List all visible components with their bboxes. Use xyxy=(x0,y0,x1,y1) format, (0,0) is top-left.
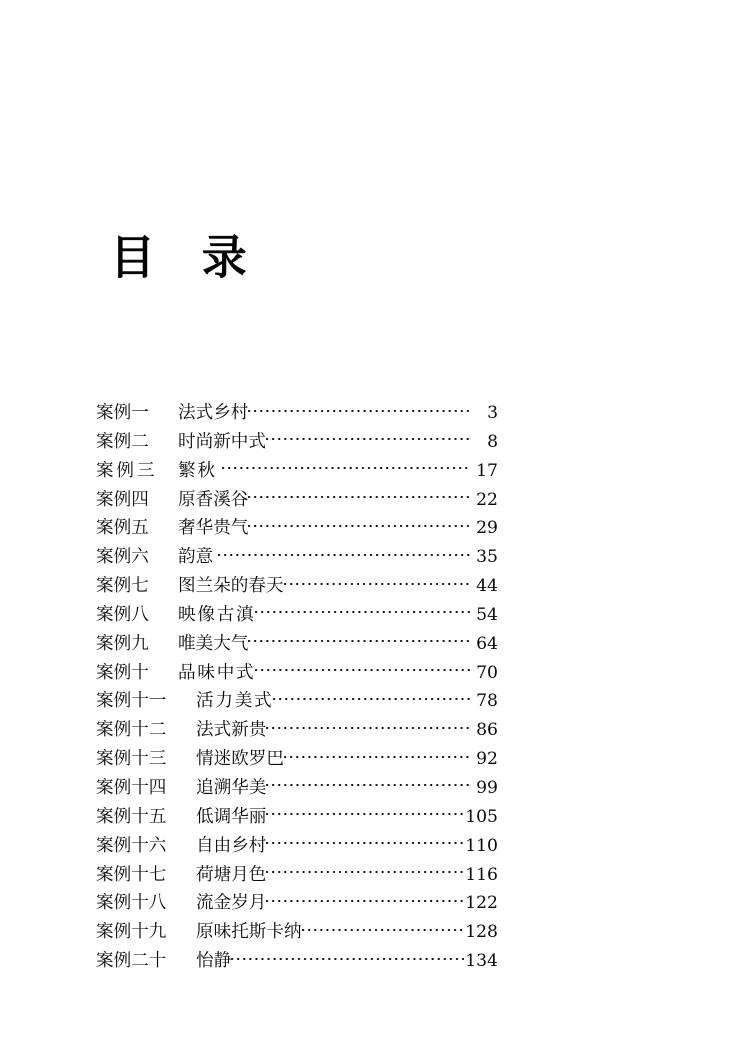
dot-leader xyxy=(248,488,471,505)
toc-entry-page-number: 8 xyxy=(487,431,498,452)
toc-entry-label: 案例十七 xyxy=(96,864,167,885)
dot-leader xyxy=(231,949,464,966)
toc-entry[interactable] xyxy=(96,920,498,949)
toc-entry-page-number: 70 xyxy=(476,662,498,683)
toc-entry-page-number: 29 xyxy=(476,518,498,539)
toc-entry-title: 图兰朵的春天 xyxy=(178,576,284,597)
toc-entry-title: 情迷欧罗巴 xyxy=(196,749,284,770)
toc-entry[interactable] xyxy=(96,632,498,661)
toc-entry-page-number: 122 xyxy=(465,893,498,914)
toc-entry-title: 荷塘月色 xyxy=(196,864,267,885)
toc-entry[interactable] xyxy=(96,516,498,545)
toc-entry-title: 唯美大气 xyxy=(178,633,249,654)
toc-entry-title: 追溯华美 xyxy=(196,777,267,798)
toc-entry[interactable] xyxy=(96,747,498,776)
toc-entry-title: 自由乡村 xyxy=(196,835,267,856)
toc-entry[interactable] xyxy=(96,488,498,517)
dot-leader xyxy=(266,430,471,447)
toc-entry-page-number: 128 xyxy=(465,922,498,943)
dot-leader xyxy=(248,401,471,418)
toc-entry-title: 原味托斯卡纳 xyxy=(196,922,302,943)
toc-entry-label: 案例二十 xyxy=(96,951,167,972)
toc-entry-label: 案例十六 xyxy=(96,835,167,856)
page-title: 目 录 xyxy=(110,229,248,286)
toc-entry-page-number: 44 xyxy=(476,576,498,597)
toc-entry-page-number: 134 xyxy=(465,951,498,972)
dot-leader xyxy=(266,834,464,851)
toc-entry[interactable] xyxy=(96,891,498,920)
toc-entry[interactable] xyxy=(96,574,498,603)
toc-entry[interactable] xyxy=(96,863,498,892)
toc-entry-title: 韵意 xyxy=(178,547,214,568)
toc-entry[interactable] xyxy=(96,459,498,488)
dot-leader xyxy=(266,863,464,880)
toc-entry-page-number: 64 xyxy=(476,633,498,654)
table-of-contents-list xyxy=(96,401,498,978)
toc-entry-label: 案例十一 xyxy=(96,691,167,712)
toc-entry-title: 流金岁月 xyxy=(196,893,267,914)
toc-entry-title: 怡静 xyxy=(196,951,232,972)
toc-entry-label: 案例一 xyxy=(96,403,149,423)
dot-leader xyxy=(248,516,471,533)
toc-entry-page-number: 17 xyxy=(476,460,498,481)
toc-entry-label: 案例五 xyxy=(96,518,149,539)
toc-entry-title: 原香溪谷 xyxy=(178,489,249,510)
toc-entry-title: 活力美式 xyxy=(196,691,274,712)
toc-entry-title: 映像古滇 xyxy=(178,604,256,625)
toc-entry-label: 案例十四 xyxy=(96,777,167,798)
toc-entry[interactable] xyxy=(96,603,498,632)
toc-entry-page-number: 99 xyxy=(476,777,498,798)
toc-entry-label: 案例十 xyxy=(96,662,149,683)
dot-leader xyxy=(284,747,471,764)
toc-entry-label: 案例七 xyxy=(96,576,149,597)
toc-entry-title: 低调华丽 xyxy=(196,806,267,827)
toc-entry-title: 繁秋 xyxy=(178,460,217,481)
toc-entry-label: 案例三 xyxy=(96,460,158,481)
toc-entry-label: 案例九 xyxy=(96,633,149,654)
toc-entry-label: 案例四 xyxy=(96,489,149,510)
toc-entry[interactable] xyxy=(96,545,498,574)
toc-entry[interactable] xyxy=(96,776,498,805)
dot-leader xyxy=(222,459,471,476)
toc-entry-label: 案例八 xyxy=(96,604,149,625)
toc-entry-page-number: 116 xyxy=(465,864,498,885)
toc-entry-label: 案例六 xyxy=(96,547,149,568)
toc-entry[interactable] xyxy=(96,401,498,430)
dot-leader xyxy=(248,632,471,649)
toc-entry-page-number: 78 xyxy=(476,691,498,712)
toc-entry-label: 案例二 xyxy=(96,431,149,452)
toc-entry[interactable] xyxy=(96,805,498,834)
dot-leader xyxy=(273,689,471,706)
toc-entry-title: 法式乡村 xyxy=(178,403,249,423)
dot-leader xyxy=(266,718,471,735)
toc-entry[interactable] xyxy=(96,834,498,863)
toc-entry-page-number: 54 xyxy=(476,604,498,625)
toc-entry-page-number: 105 xyxy=(465,806,498,827)
toc-entry[interactable] xyxy=(96,949,498,978)
dot-leader xyxy=(302,920,465,937)
toc-entry-label: 案例十三 xyxy=(96,749,167,770)
dot-leader xyxy=(255,661,471,678)
toc-entry[interactable] xyxy=(96,689,498,718)
dot-leader xyxy=(266,891,464,908)
dot-leader xyxy=(255,603,471,620)
toc-entry-label: 案例十二 xyxy=(96,720,167,741)
toc-entry-title: 奢华贵气 xyxy=(178,518,249,539)
toc-entry-page-number: 92 xyxy=(476,749,498,770)
toc-entry-title: 时尚新中式 xyxy=(178,431,266,452)
toc-entry-label: 案例十五 xyxy=(96,806,167,827)
toc-entry[interactable] xyxy=(96,661,498,690)
dot-leader xyxy=(218,545,471,562)
toc-entry-page-number: 86 xyxy=(476,720,498,741)
toc-entry-label: 案例十八 xyxy=(96,893,167,914)
toc-entry-title: 品味中式 xyxy=(178,662,256,683)
dot-leader xyxy=(266,805,464,822)
toc-entry-page-number: 110 xyxy=(465,835,498,856)
toc-entry[interactable] xyxy=(96,430,498,459)
toc-entry[interactable] xyxy=(96,718,498,747)
dot-leader xyxy=(266,776,471,793)
toc-entry-page-number: 35 xyxy=(476,547,498,568)
toc-entry-page-number: 22 xyxy=(476,489,498,510)
toc-entry-page-number: 3 xyxy=(487,403,498,423)
toc-entry-title: 法式新贵 xyxy=(196,720,267,741)
dot-leader xyxy=(284,574,471,591)
toc-entry-label: 案例十九 xyxy=(96,922,167,943)
